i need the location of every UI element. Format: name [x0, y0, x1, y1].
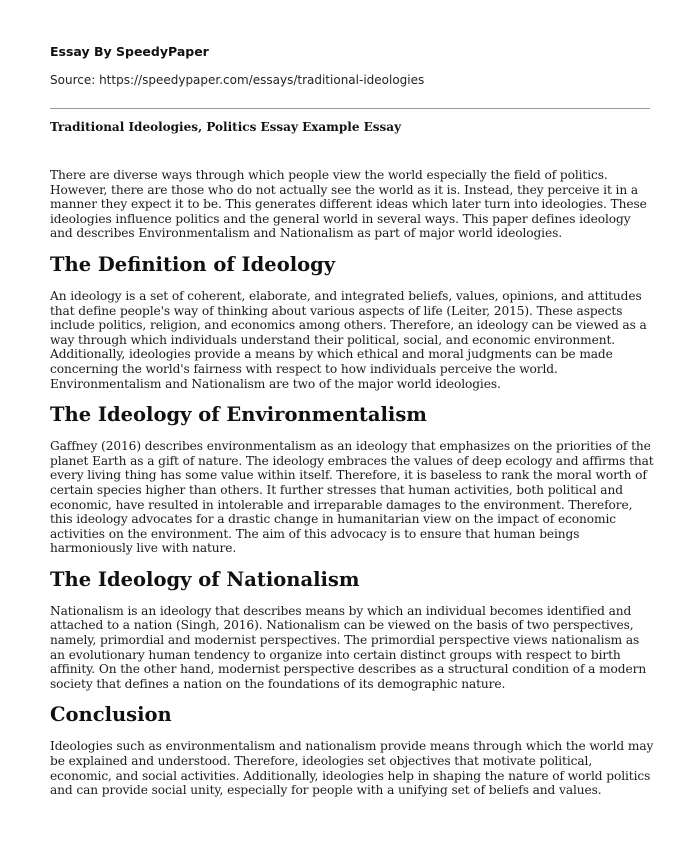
section-paragraph-nationalism: Nationalism is an ideology that describes means by which an individual becomes identified and attached to a nation (Singh, 2016). Nationalism can be viewed on the basis of two perspectives, namely, primordial and modernist perspectives. The primordial perspective views nationalism as an evolutionary human tendency to organize into certain distinct groups with respect to birth affinity. On the other hand, modernist perspective describes as a structural condition of a modern society that defines a nation on the foundations of its demographic nature. — [50, 603, 647, 691]
section-heading-environmentalism: The Ideology of Environmentalism — [50, 403, 427, 427]
section-paragraph-environmentalism: Gaffney (2016) describes environmentalism as an ideology that emphasizes on the priorities of the planet Earth as a gift of nature. The ideology embraces the values of deep ecology and affirms that every living thing has some value within itself. Therefore, it is baseless to rank the moral worth of certain species higher than others. It further stresses that human activities, both political and economic, have resulted in intolerable and irreparable damages to the environment. Therefore, this ideology advocates for a drastic change in humanitarian view on the impact of economic activities on the environment. The aim of this advocacy is to ensure that human beings harmoniously live with nature. — [50, 439, 654, 556]
document-title: Traditional Ideologies, Politics Essay Example Essay — [50, 120, 402, 134]
section-paragraph-definition: An ideology is a set of coherent, elaborate, and integrated beliefs, values, opinions, and attitudes that define people's way of thinking about various aspects of life (Leiter, 2015). These aspects include politics, religion, and economics among others. Therefore, an ideology can be viewed as a way through which individuals understand their political, social, and economic environment. Additionally, ideologies provide a means by which ethical and moral judgments can be made concerning the world's fairness with respect to how individuals perceive the world. Environmentalism and Nationalism are two of the major world ideologies. — [50, 288, 647, 391]
intro-paragraph: There are diverse ways through which people view the world especially the field of politics. However, there are those who do not actually see the world as it is. Instead, they perceive it in a manner they expect it to be. This generates different ideas which later turn into ideologies. These ideologies influence politics and the general world in several ways. This paper defines ideology and describes Environmentalism and Nationalism as part of major world ideologies. — [50, 168, 647, 241]
section-heading-nationalism: The Ideology of Nationalism — [50, 567, 360, 591]
section-heading-conclusion: Conclusion — [50, 703, 172, 727]
essay-body — [50, 168, 654, 798]
brand-label: Essay By SpeedyPaper — [50, 44, 209, 59]
section-paragraph-conclusion: Ideologies such as environmentalism and nationalism provide means through which the world may be explained and understood. Therefore, ideologies set objectives that motivate political, economic, and social activities. Additionally, ideologies help in shaping the nature of world politics and can provide social unity, especially for people with a unifying set of beliefs and values. — [50, 739, 654, 798]
source-line: Source: https://speedypaper.com/essays/traditional-ideologies — [50, 73, 425, 87]
header-divider — [50, 108, 650, 109]
section-heading-definition: The Definition of Ideology — [50, 252, 336, 276]
